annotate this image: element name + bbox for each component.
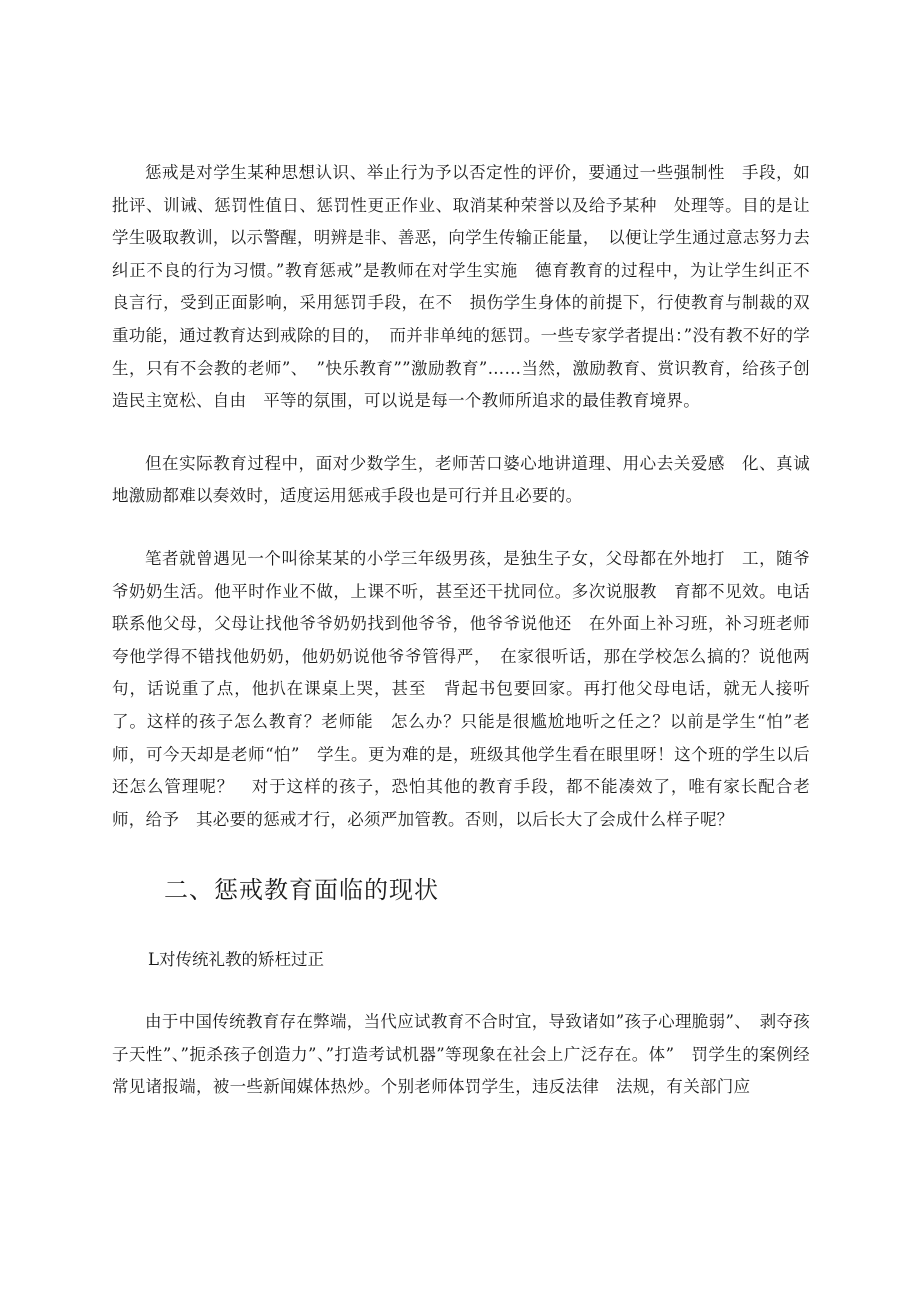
paragraph-3: 笔者就曾遇见一个叫徐某某的小学三年级男孩，是独生子女，父母都在外地打 工，随爷爷奶奶生活。他平时作业不做，上课不听，甚至还干扰同位。多次说服教 育都不见效。电话联系他父母，父母让找他爷爷奶奶找到他爷爷，他爷爷说他还 在外面上补习班，补习班老师夸他学得不错找他奶奶，他奶奶说他爷爷管得严， 在家很听话，那在学校怎么搞的？说他两句，话说重了点，他扒在课桌上哭，甚至 背起书包要回家。再打他父母电话，就无人接听了。这样的孩子怎么教育？老师能 怎么办？只能是很尴尬地听之任之？以前是学生“怕”老师，可今天却是老师“怕” 学生。更为难的是，班级其他学生看在眼里呀！这个班的学生以后还怎么管理呢？ 对于这样的孩子，恐怕其他的教育手段，都不能凑效了，唯有家长配合老师，给予 其必要的惩戒才行，必须严加管教。否则，以后长大了会成什么样子呢？ [112,548,810,829]
section-heading: 二、惩戒教育面临的现状 [164,876,439,905]
subsection-heading: L对传统礼教的矫枉过正 [148,950,324,970]
paragraph-4: 由于中国传统教育存在弊端，当代应试教育不合时宜，导致诸如”孩子心理脆弱”、 剥夺孩子天性”、”扼杀孩子创造力”、”打造考试机器”等现象在社会上广泛存在。体” 罚学生的案例经常见诸报端，被一些新闻媒体热炒。个别老师体罚学生，违反法律 法规，有关部门应 [112,1012,810,1097]
paragraph-1: 惩戒是对学生某种思想认识、举止行为予以否定性的评价，要通过一些强制性 手段，如批评、训诫、惩罚性值日、惩罚性更正作业、取消某种荣誉以及给予某种 处理等。目的是让学生吸取教训，以示警醒，明辨是非、善恶，向学生传输正能量， 以便让学生通过意志努力去纠正不良的行为习惯。”教育惩戒”是教师在对学生实施 德育教育的过程中，为让学生纠正不良言行，受到正面影响，采用惩罚手段，在不 损伤学生身体的前提下，行使教育与制裁的双重功能，通过教育达到戒除的目的， 而并非单纯的惩罚。一些专家学者提出：”没有教不好的学生，只有不会教的老师”、 ”快乐教育””激励教育”……当然，激励教育、赏识教育，给孩子创造民主宽松、自由 平等的氛围，可以说是每一个教师所追求的最佳教育境界。 [112,163,810,411]
paragraph-2: 但在实际教育过程中，面对少数学生，老师苦口婆心地讲道理、用心去关爱感 化、真诚地激励都难以奏效时，适度运用惩戒手段也是可行并且必要的。 [112,453,810,506]
